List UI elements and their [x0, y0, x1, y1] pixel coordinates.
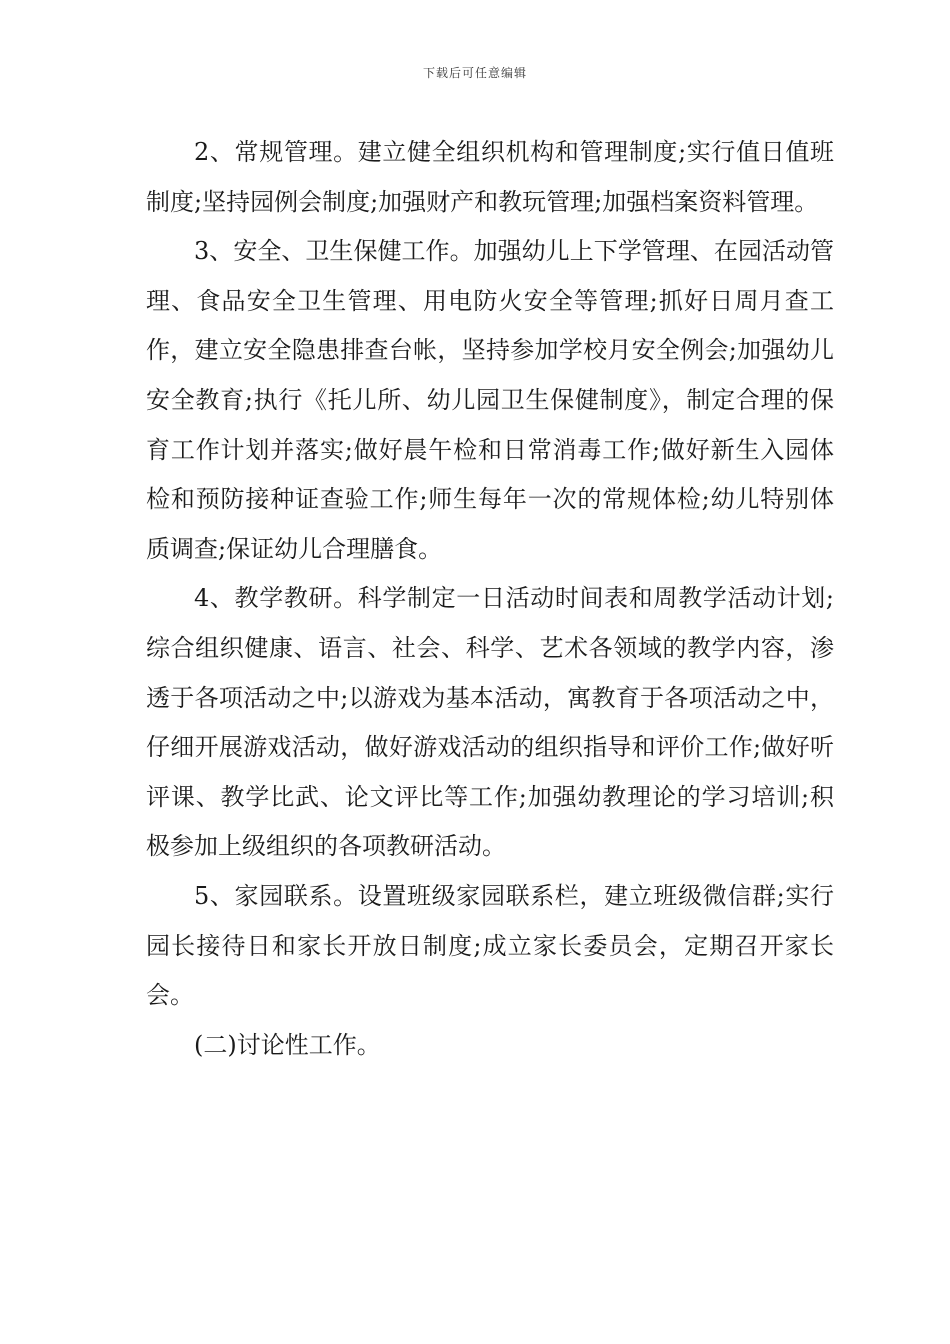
paragraph-home-school-contact: 5、家园联系。设置班级家园联系栏，建立班级微信群;实行园长接待日和家长开放日制度;成立家长委员会，定期召开家长会。: [146, 881, 834, 1010]
paragraph-safety-health: 3、安全、卫生保健工作。加强幼儿上下学管理、在园活动管理、食品安全卫生管理、用电防火安全等管理;抓好日周月查工作，建立安全隐患排查台帐，坚持参加学校月安全例会;加强幼儿安全教育;执行《托儿所、幼儿园卫生保健制度》，制定合理的保育工作计划并落实;做好晨午检和日常消毒工作;做好新生入园体检和预防接种证查验工作;师生每年一次的常规体检;幼儿特别体质调查;保证幼儿合理膳食。: [146, 237, 834, 563]
paragraph-routine-management: 2、常规管理。建立健全组织机构和管理制度;实行值日值班制度;坚持园例会制度;加强财产和教玩管理;加强档案资料管理。: [146, 138, 834, 216]
document-body: [146, 128, 834, 1070]
header-note: 下载后可任意编辑: [422, 66, 527, 80]
section-heading-research-work: (二)讨论性工作。: [194, 1030, 381, 1059]
paragraph-teaching-research: 4、教学教研。科学制定一日活动时间表和周教学活动计划;综合组织健康、语言、社会、科学、艺术各领域的教学内容，渗透于各项活动之中;以游戏为基本活动，寓教育于各项活动之中，仔细开展游戏活动，做好游戏活动的组织指导和评价工作;做好听评课、教学比武、论文评比等工作;加强幼教理论的学习培训;积极参加上级组织的各项教研活动。: [146, 584, 834, 861]
